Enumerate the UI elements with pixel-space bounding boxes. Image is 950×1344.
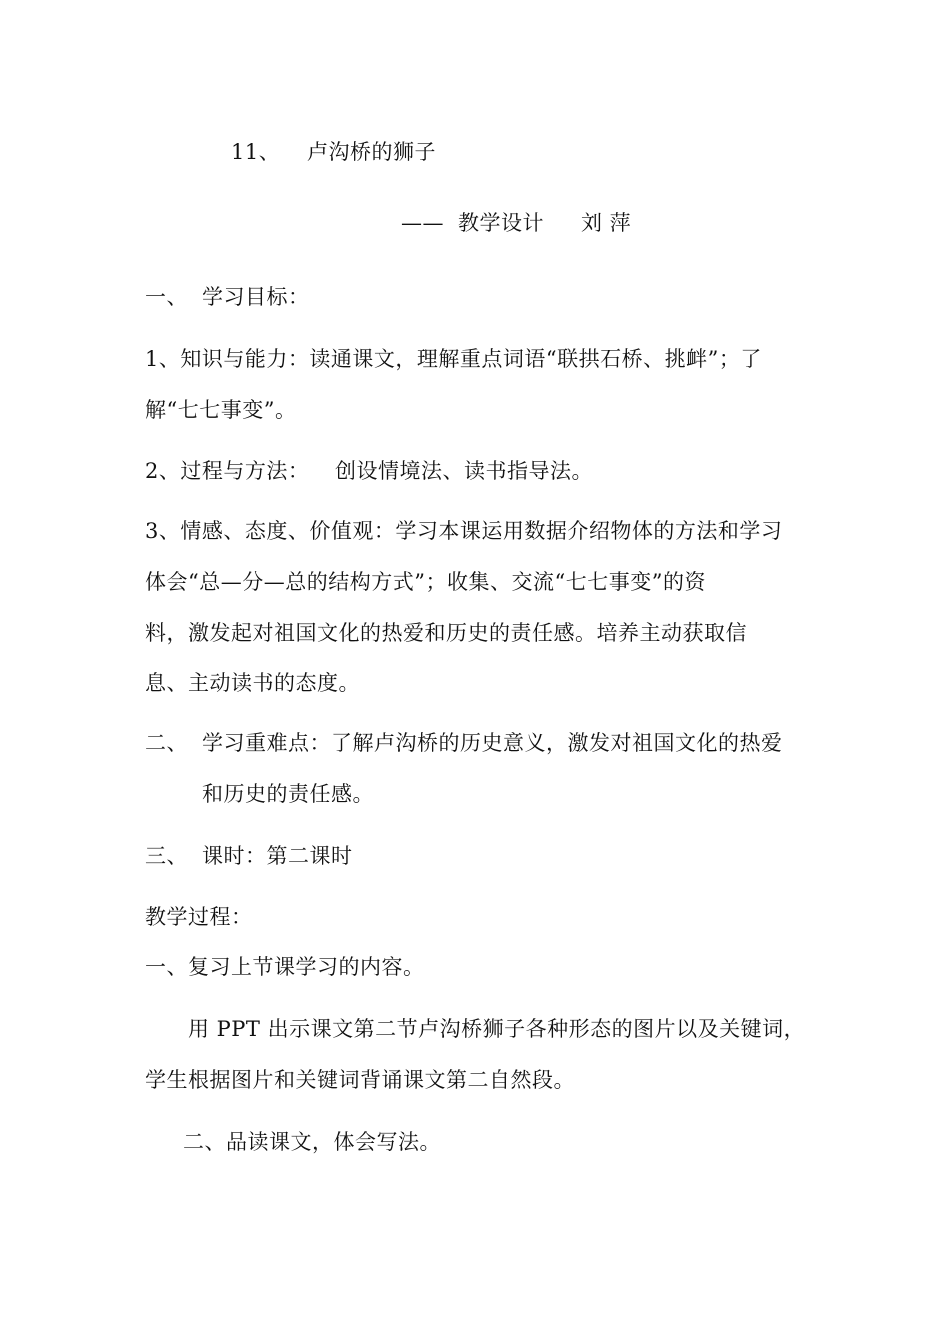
goal3-line1: 3、情感、态度、价值观：学习本课运用数据介绍物体的方法和学习	[145, 519, 783, 543]
goal2-label: 2、过程与方法：	[145, 459, 310, 483]
section3-text: 课时：第二课时	[202, 844, 353, 868]
goal3-line3: 料，激发起对祖国文化的热爱和历史的责任感。培养主动获取信	[145, 621, 747, 645]
step1-paragraph-line2: 学生根据图片和关键词背诵课文第二自然段。	[145, 1068, 575, 1092]
goal3-line4: 息、主动读书的态度。	[145, 671, 360, 695]
lesson-number: 11、	[231, 140, 281, 164]
section2-number: 二、	[145, 731, 188, 755]
author-name: 刘 萍	[581, 211, 632, 235]
step1-paragraph-line1: 用 PPT 出示课文第二节卢沟桥狮子各种形态的图片以及关键词，	[188, 1017, 806, 1041]
lesson-title: 卢沟桥的狮子	[307, 140, 436, 164]
section1-heading: 学习目标：	[202, 285, 310, 309]
section1-number: 一、	[145, 285, 188, 309]
step1-heading: 一、复习上节课学习的内容。	[145, 955, 425, 979]
goal1-line1: 1、知识与能力：读通课文，理解重点词语“联拱石桥、挑衅”；了	[145, 347, 762, 371]
section2-line1: 学习重难点：了解卢沟桥的历史意义，激发对祖国文化的热爱	[202, 731, 783, 755]
process-title: 教学过程：	[145, 905, 253, 929]
goal3-line2: 体会“总—分—总的结构方式”；收集、交流“七七事变”的资	[145, 570, 706, 594]
subtitle-dash: ——	[401, 211, 444, 235]
subtitle: 教学设计	[458, 211, 544, 235]
goal1-line2: 解“七七事变”。	[145, 398, 297, 422]
step2-heading: 二、品读课文，体会写法。	[183, 1130, 441, 1154]
section3-number: 三、	[145, 844, 188, 868]
goal2-text: 创设情境法、读书指导法。	[335, 459, 593, 483]
section2-line2: 和历史的责任感。	[202, 782, 374, 806]
